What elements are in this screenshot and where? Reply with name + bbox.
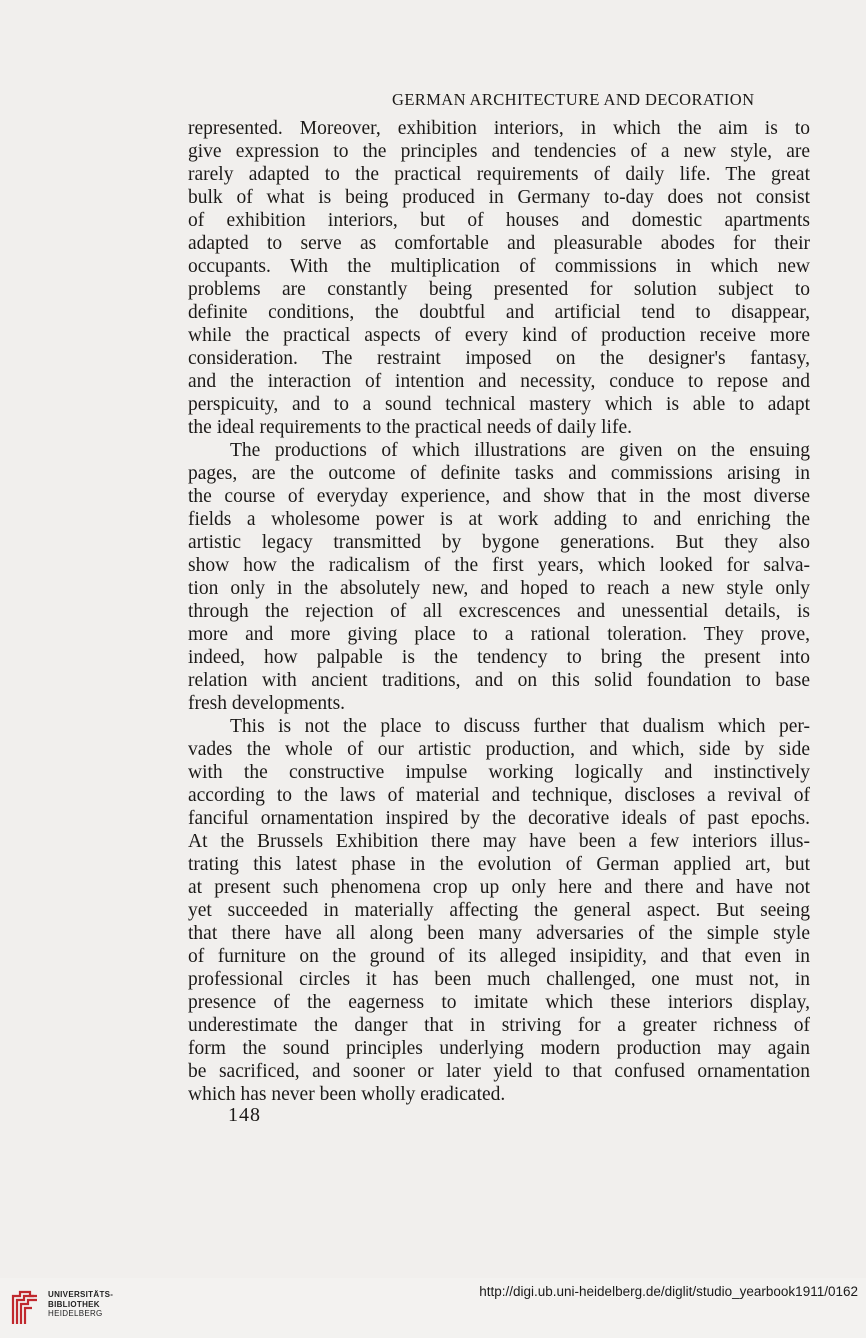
text-line: while the practical aspects of every kind of production receive more [188, 325, 810, 346]
text-line: yet succeeded in materially affecting the general aspect. But seeing [188, 900, 810, 921]
text-line: rarely adapted to the practical requirements of daily life. The great [188, 164, 810, 185]
text-line: artistic legacy transmitted by bygone generations. But they also [188, 532, 810, 553]
text-line: At the Brussels Exhibition there may have been a few interiors illus- [188, 831, 810, 852]
text-line: with the constructive impulse working logically and instinctively [188, 762, 810, 783]
text-line: which has never been wholly eradicated. [188, 1084, 506, 1105]
text-line: professional circles it has been much challenged, one must not, in [188, 969, 810, 990]
text-line: through the rejection of all excrescences and unessential details, is [188, 601, 810, 622]
text-line: perspicuity, and to a sound technical mastery which is able to adapt [188, 394, 810, 415]
text-line: adapted to serve as comfortable and pleasurable abodes for their [188, 233, 810, 254]
text-line: be sacrificed, and sooner or later yield to that confused ornamentation [188, 1061, 810, 1082]
text-line: more and more giving place to a rational toleration. They prove, [188, 624, 810, 645]
text-line: of furniture on the ground of its alleged insipidity, and that even in [188, 946, 810, 967]
text-line: definite conditions, the doubtful and artificial tend to disappear, [188, 302, 810, 323]
source-url-link[interactable]: http://digi.ub.uni-heidelberg.de/diglit/studio_yearbook1911/0162 [479, 1284, 858, 1299]
text-line: give expression to the principles and tendencies of a new style, are [188, 141, 810, 162]
text-line: of exhibition interiors, but of houses and domestic apartments [188, 210, 810, 231]
text-line: fields a wholesome power is at work adding to and enriching the [188, 509, 810, 530]
text-line: vades the whole of our artistic production, and which, side by side [188, 739, 810, 760]
body-text [188, 117, 810, 1106]
text-line: consideration. The restraint imposed on the designer's fantasy, [188, 348, 810, 369]
text-line: tion only in the absolutely new, and hoped to reach a new style only [188, 578, 810, 599]
text-line: bulk of what is being produced in Germany to-day does not consist [188, 187, 810, 208]
text-line: indeed, how palpable is the tendency to bring the present into [188, 647, 810, 668]
library-name-line2: BIBLIOTHEK [48, 1299, 100, 1309]
text-line: show how the radicalism of the first years, which looked for salva- [188, 555, 810, 576]
running-head: GERMAN ARCHITECTURE AND DECORATION [392, 90, 755, 109]
text-line: the ideal requirements to the practical needs of daily life. [188, 417, 632, 438]
text-line: underestimate the danger that in striving for a greater richness of [188, 1015, 810, 1036]
library-name [48, 1290, 113, 1319]
text-line: at present such phenomena crop up only here and there and have not [188, 877, 810, 898]
text-line: fanciful ornamentation inspired by the decorative ideals of past epochs. [188, 808, 810, 829]
text-line: trating this latest phase in the evolution of German applied art, but [188, 854, 810, 875]
text-line: pages, are the outcome of definite tasks and commissions arising in [188, 463, 810, 484]
page-number: 148 [228, 1104, 261, 1126]
library-logo-icon [10, 1288, 40, 1326]
text-line: problems are constantly being presented for solution subject to [188, 279, 810, 300]
text-line: occupants. With the multiplication of commissions in which new [188, 256, 810, 277]
text-line: This is not the place to discuss further that dualism which per- [230, 716, 810, 737]
text-line: according to the laws of material and technique, discloses a revival of [188, 785, 810, 806]
text-line: The productions of which illustrations are given on the ensuing [230, 440, 810, 461]
text-line: the course of everyday experience, and show that in the most diverse [188, 486, 810, 507]
library-name-line3: HEIDELBERG [48, 1309, 103, 1318]
library-name-line1: UNIVERSITÄTS- [48, 1290, 114, 1299]
text-line: represented. Moreover, exhibition interiors, in which the aim is to [188, 118, 810, 139]
text-line: relation with ancient traditions, and on this solid foundation to base [188, 670, 810, 691]
text-line: form the sound principles underlying modern production may again [188, 1038, 810, 1059]
text-line: that there have all along been many adversaries of the simple style [188, 923, 810, 944]
text-line: presence of the eagerness to imitate which these interiors display, [188, 992, 810, 1013]
text-line: fresh developments. [188, 693, 346, 714]
text-line: and the interaction of intention and necessity, conduce to repose and [188, 371, 810, 392]
